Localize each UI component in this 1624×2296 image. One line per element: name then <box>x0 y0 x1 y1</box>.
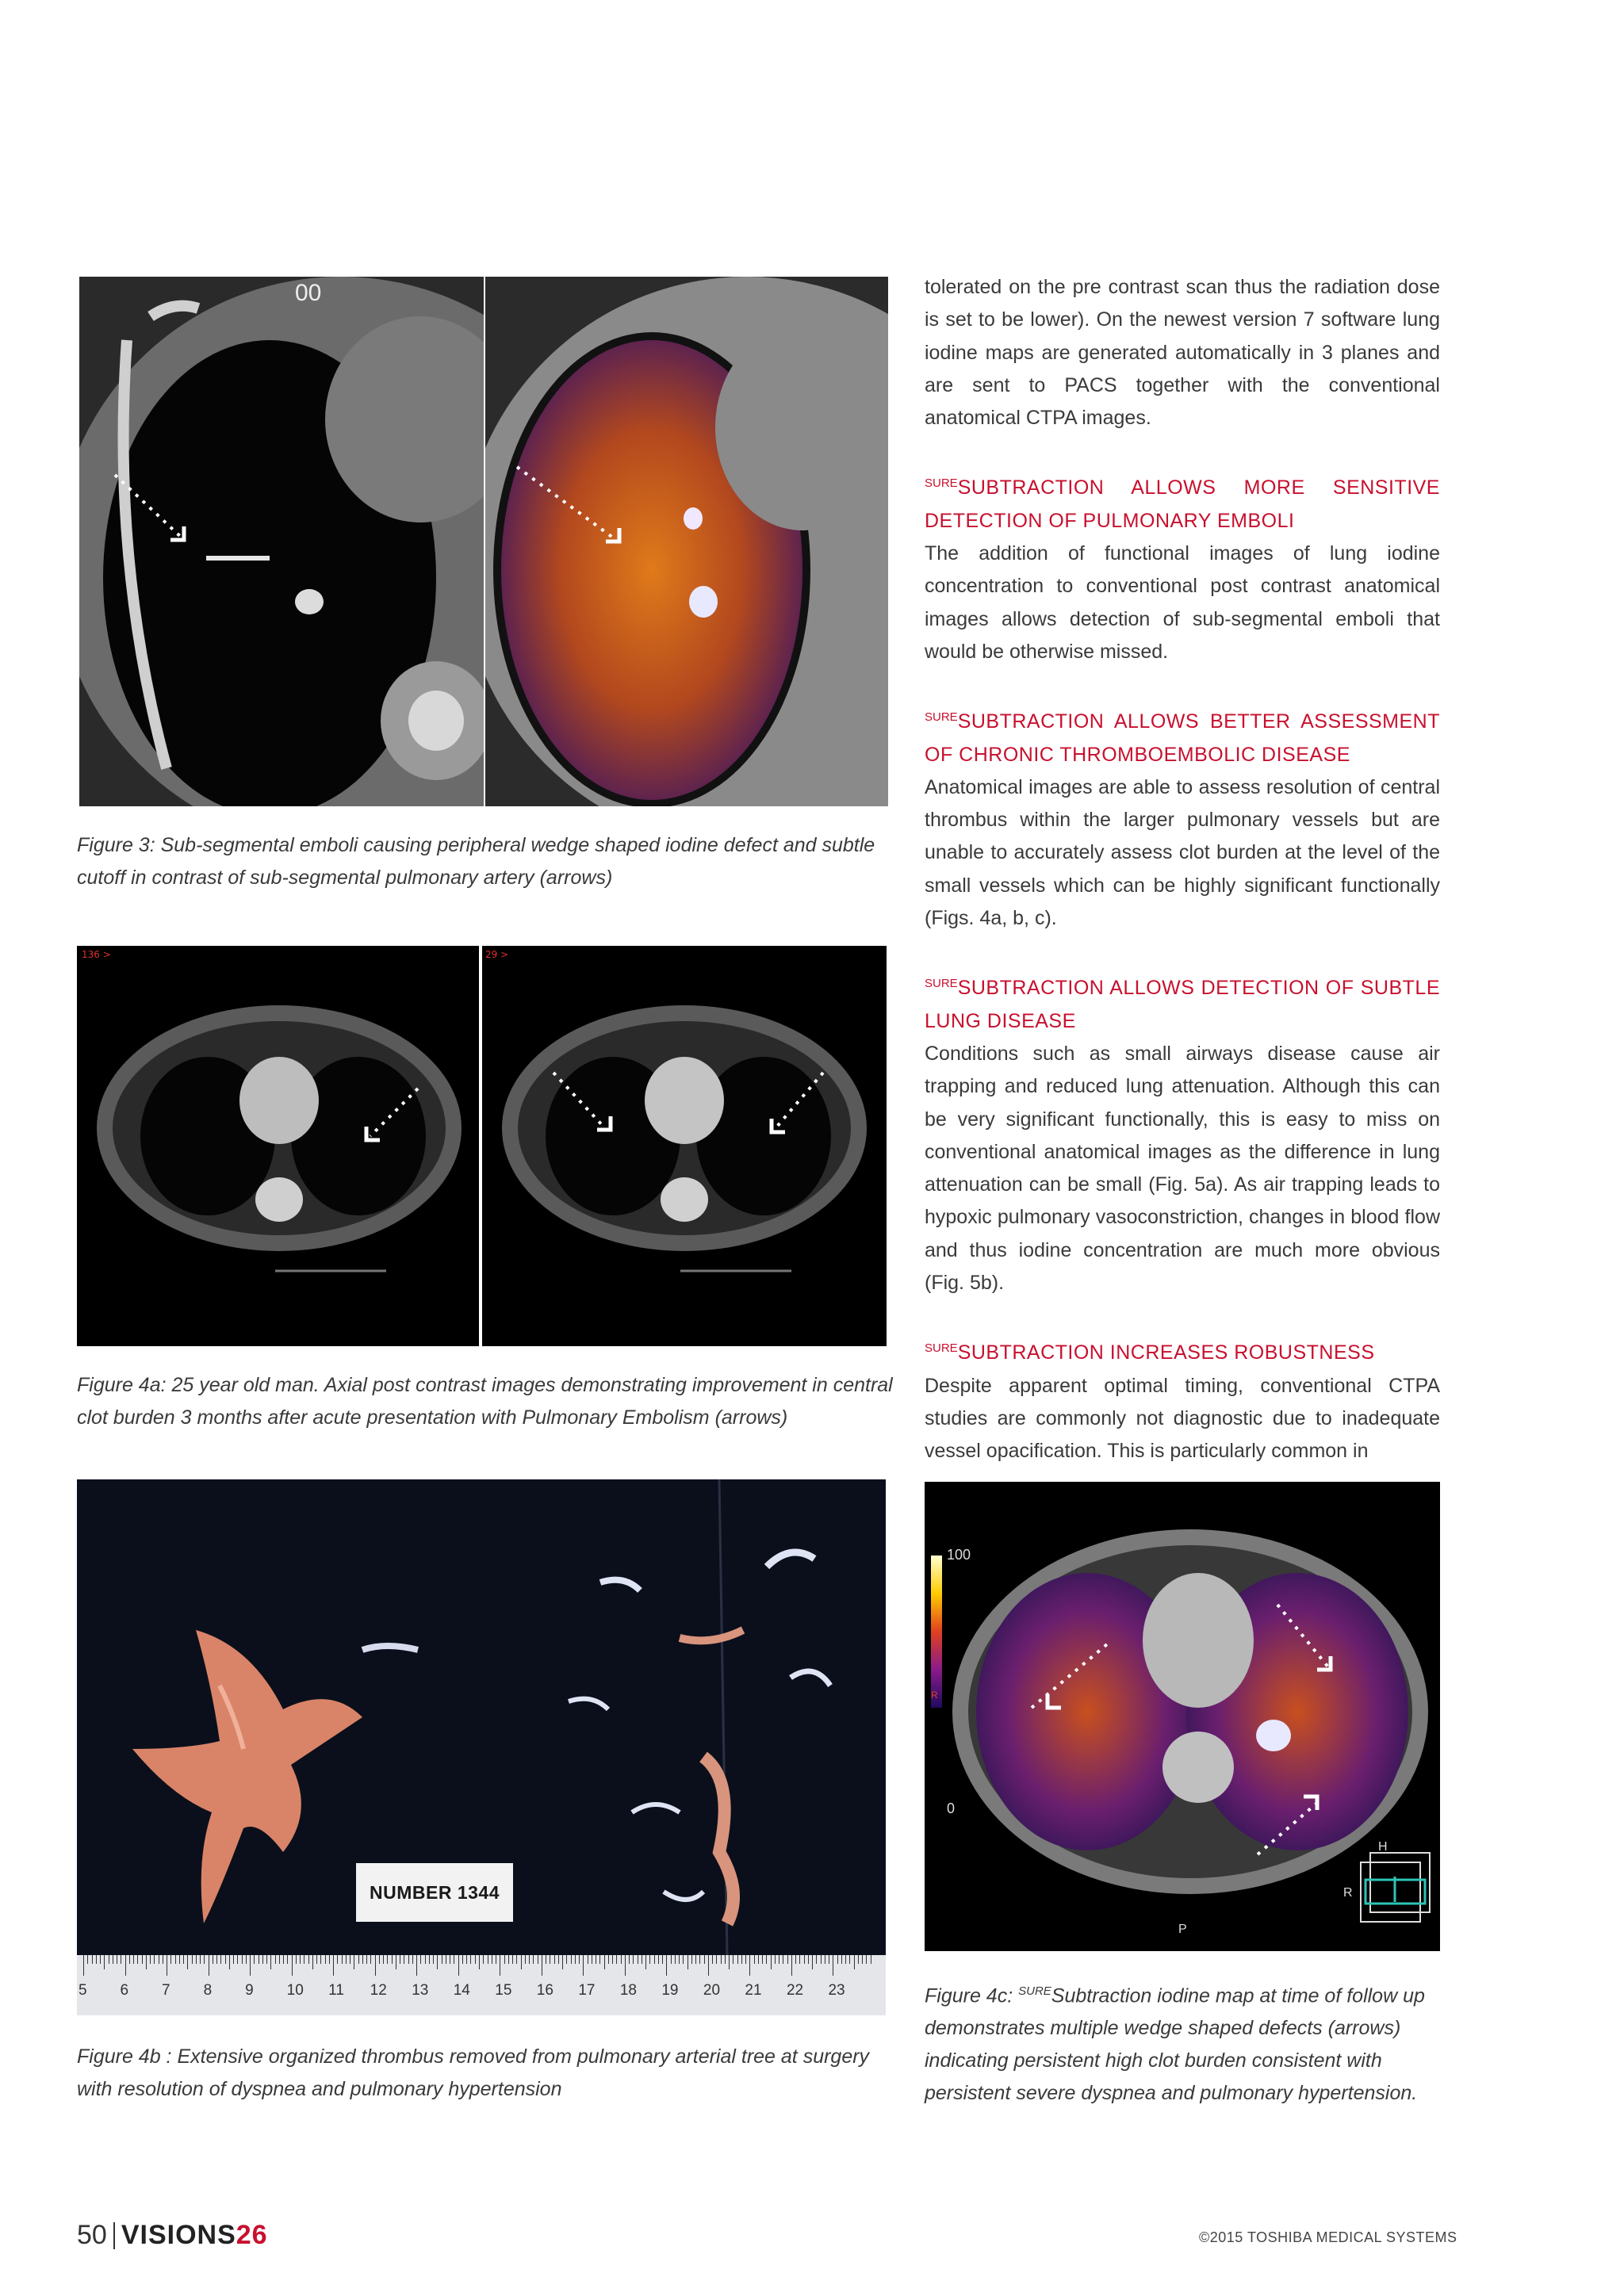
ruler-tick <box>83 1955 84 1976</box>
ruler-tick <box>320 1955 321 1964</box>
ruler-number: 12 <box>370 1982 387 1999</box>
ruler-tick <box>100 1955 101 1964</box>
ruler-tick <box>504 1955 505 1964</box>
ruler-tick <box>479 1955 480 1969</box>
ruler-tick <box>599 1955 600 1964</box>
ruler-tick <box>666 1955 667 1976</box>
ruler-tick <box>325 1955 326 1964</box>
ruler-tick <box>283 1955 284 1964</box>
ruler-tick <box>658 1955 659 1964</box>
figure-4c-caption-text: Subtraction iodine map at time of follow up demonstrates multiple wedge shaped defects (arrows) indicating persistent high clot burden consistent with persistent severe dyspnea and pulmonary hypertension. <box>925 1984 1425 2105</box>
ruler-tick <box>316 1955 317 1964</box>
ruler-number: 11 <box>328 1982 344 1999</box>
section-3 <box>925 967 1440 1299</box>
ruler-tick <box>787 1955 788 1964</box>
ruler-tick <box>392 1955 393 1964</box>
ruler-tick <box>358 1955 359 1964</box>
ruler-tick <box>699 1955 700 1964</box>
figure-4c-caption-sup: SURE <box>1018 1984 1051 1998</box>
ruler-tick <box>704 1955 705 1964</box>
ruler-tick <box>375 1955 376 1976</box>
figure-3-iodine-map <box>485 277 888 806</box>
ruler-tick <box>604 1955 605 1969</box>
ruler-tick <box>625 1955 626 1976</box>
ruler-tick <box>812 1955 813 1969</box>
section-3-heading <box>925 967 1440 1038</box>
ruler-tick <box>279 1955 280 1964</box>
ruler-tick <box>175 1955 176 1964</box>
ruler-tick <box>333 1955 334 1976</box>
ruler-tick <box>420 1955 421 1964</box>
ruler-number: 18 <box>619 1982 637 1999</box>
section-1-heading-text: SUBTRACTION ALLOWS MORE SENSITIVE DETECTION OF PULMONARY EMBOLI <box>925 476 1440 532</box>
footer-page-brand <box>77 2220 268 2251</box>
ruler-number: 13 <box>412 1982 429 1999</box>
ruler-tick <box>229 1955 230 1969</box>
ruler-tick <box>804 1955 805 1964</box>
ruler-tick <box>470 1955 471 1964</box>
section-4-heading <box>925 1332 1440 1369</box>
ruler-tick <box>691 1955 692 1964</box>
ruler-tick <box>254 1955 255 1964</box>
figure-4c-caption <box>925 1975 1448 2110</box>
ruler <box>77 1955 886 2015</box>
ruler-tick <box>621 1955 622 1964</box>
ruler-tick <box>775 1955 776 1964</box>
ruler-tick <box>433 1955 434 1964</box>
ruler-tick <box>616 1955 617 1964</box>
ruler-tick <box>425 1955 426 1964</box>
ruler-number: 23 <box>828 1982 845 1999</box>
ruler-tick <box>262 1955 263 1964</box>
ruler-tick <box>745 1955 746 1964</box>
ruler-tick <box>412 1955 413 1964</box>
ruler-tick <box>571 1955 572 1964</box>
figure-4a-caption: Figure 4a: 25 year old man. Axial post contrast images demonstrating improvement in central clot burden 3 months after acute presentation with Pulmonary Embolism (arrows) <box>77 1374 893 1429</box>
ruler-number: 16 <box>536 1982 553 1999</box>
ruler-tick <box>296 1955 297 1964</box>
ruler-tick <box>808 1955 809 1964</box>
figure-4b-caption: Figure 4b : Extensive organized thrombus removed from pulmonary arterial tree at surgery with resolution of dyspnea and pulmonary hypertension <box>77 2045 870 2100</box>
ruler-tick <box>671 1955 672 1964</box>
ruler-tick <box>437 1955 438 1969</box>
ruler-number: 6 <box>120 1982 129 1999</box>
footer-copyright: ©2015 TOSHIBA MEDICAL SYSTEMS <box>1199 2229 1457 2245</box>
ruler-tick <box>246 1955 247 1964</box>
section-1 <box>925 467 1440 668</box>
orientation-p-label: P <box>1178 1923 1187 1936</box>
ruler-tick <box>849 1955 850 1964</box>
ruler-tick <box>866 1955 867 1964</box>
scale-min-label: 0 <box>947 1800 956 1816</box>
ruler-tick <box>379 1955 380 1964</box>
ruler-tick <box>187 1955 188 1969</box>
section-3-heading-sup: SURE <box>925 977 958 991</box>
ruler-tick <box>721 1955 722 1964</box>
ruler-number: 17 <box>578 1982 596 1999</box>
ruler-tick <box>196 1955 197 1964</box>
ruler-tick <box>521 1955 522 1969</box>
ruler-tick <box>408 1955 409 1964</box>
ruler-tick <box>758 1955 759 1964</box>
ruler-tick <box>250 1955 251 1976</box>
ruler-tick <box>575 1955 576 1964</box>
ruler-tick <box>362 1955 363 1964</box>
ruler-tick <box>837 1955 838 1964</box>
ruler-tick <box>225 1955 226 1964</box>
ruler-tick <box>612 1955 613 1964</box>
figure-3-ct-image <box>79 277 484 806</box>
ruler-tick <box>133 1955 134 1964</box>
section-2 <box>925 701 1440 935</box>
figure-3-overlay-text: 00 <box>295 280 322 306</box>
ruler-tick <box>529 1955 530 1964</box>
ruler-tick <box>862 1955 863 1964</box>
ruler-tick <box>146 1955 147 1969</box>
ruler-tick <box>216 1955 217 1964</box>
ruler-tick <box>387 1955 388 1964</box>
ruler-number: 9 <box>245 1982 254 1999</box>
ruler-tick <box>841 1955 842 1964</box>
section-2-heading <box>925 701 1440 771</box>
ruler-tick <box>342 1955 343 1964</box>
ruler-tick <box>766 1955 767 1964</box>
ruler-tick <box>845 1955 846 1964</box>
ruler-tick <box>679 1955 680 1964</box>
ruler-tick <box>183 1955 184 1964</box>
ruler-tick <box>458 1955 459 1976</box>
orientation-h-label: H <box>1378 1840 1388 1854</box>
section-4-body: Despite apparent optimal timing, conventional CTPA studies are commonly not diagnostic due to inadequate vessel opacification. This is particularly common in <box>925 1374 1440 1463</box>
ruler-tick <box>475 1955 476 1964</box>
intro-paragraph: tolerated on the pre contrast scan thus the radiation dose is set to be lower). On the newest version 7 software lung iodine maps are generated automatically in 3 planes and are sent to PACS together with the conventional anatomical CTPA images. <box>925 276 1440 430</box>
ruler-tick <box>795 1955 796 1964</box>
ruler-tick <box>170 1955 171 1964</box>
ruler-tick <box>270 1955 271 1969</box>
ruler-tick <box>104 1955 105 1969</box>
ruler-tick <box>771 1955 772 1969</box>
ruler-tick <box>675 1955 676 1964</box>
ruler-tick <box>633 1955 634 1964</box>
ruler-tick <box>695 1955 696 1964</box>
ruler-tick <box>383 1955 384 1964</box>
ruler-tick <box>858 1955 859 1964</box>
ruler-tick <box>821 1955 822 1964</box>
section-1-heading-sup: SURE <box>925 476 958 491</box>
ruler-tick <box>566 1955 567 1964</box>
ruler-number: 20 <box>703 1982 721 1999</box>
section-4-heading-text: SUBTRACTION INCREASES ROBUSTNESS <box>957 1341 1375 1364</box>
ruler-number: 22 <box>786 1982 804 1999</box>
ruler-tick <box>287 1955 288 1964</box>
ruler-tick <box>87 1955 88 1964</box>
section-2-heading-text: SUBTRACTION ALLOWS BETTER ASSESSMENT OF CHRONIC THROMBOEMBOLIC DISEASE <box>925 710 1440 766</box>
section-1-heading <box>925 467 1440 538</box>
ruler-number: 7 <box>162 1982 170 1999</box>
ruler-tick <box>716 1955 717 1964</box>
ruler-number: 19 <box>661 1982 679 1999</box>
ruler-tick <box>92 1955 93 1964</box>
ruler-tick <box>791 1955 792 1976</box>
figure-4c-iodine-map <box>925 1482 1440 1951</box>
ruler-tick <box>562 1955 563 1969</box>
ruler-tick <box>233 1955 234 1964</box>
ruler-tick <box>749 1955 750 1976</box>
figure-4c-caption-prefix: Figure 4c: <box>925 1984 1019 2007</box>
ruler-number: 21 <box>745 1982 762 1999</box>
figure-4a-image-left <box>77 946 479 1346</box>
specimen-label-card <box>356 1863 513 1922</box>
ruler-tick <box>192 1955 193 1964</box>
ruler-tick <box>654 1955 655 1964</box>
ruler-numbers <box>77 1982 886 2006</box>
ruler-tick <box>629 1955 630 1964</box>
figure-3-caption: Figure 3: Sub-segmental emboli causing peripheral wedge shaped iodine defect and subtle cutoff in contrast of sub-segmental pulmonary artery (arrows) <box>77 834 875 889</box>
ruler-tick <box>466 1955 467 1964</box>
ruler-tick <box>579 1955 580 1964</box>
ruler-tick <box>512 1955 513 1964</box>
ruler-tick <box>525 1955 526 1964</box>
ruler-tick <box>708 1955 709 1976</box>
ruler-tick <box>649 1955 650 1964</box>
ruler-tick <box>725 1955 726 1964</box>
ruler-tick <box>483 1955 484 1964</box>
ruler-tick <box>583 1955 584 1976</box>
figure-4a-right-label: 29 > <box>485 949 509 960</box>
orientation-r-label: R <box>1343 1886 1353 1900</box>
ruler-tick <box>179 1955 180 1964</box>
footer-brand-number: 26 <box>236 2220 268 2250</box>
ruler-tick <box>366 1955 367 1964</box>
ruler-tick <box>608 1955 609 1964</box>
ruler-tick <box>96 1955 97 1964</box>
ruler-tick <box>854 1955 855 1969</box>
ruler-tick <box>645 1955 646 1969</box>
figure-4a-image-right <box>482 946 887 1346</box>
ruler-tick <box>729 1955 730 1969</box>
ruler-tick <box>462 1955 463 1964</box>
scale-max-label: 100 <box>947 1547 971 1563</box>
ruler-tick <box>266 1955 267 1964</box>
ruler-tick <box>200 1955 201 1964</box>
figure-4a-left-label: 136 > <box>82 949 111 960</box>
ruler-tick <box>712 1955 713 1964</box>
section-4 <box>925 1332 1440 1468</box>
ruler-tick <box>150 1955 151 1964</box>
ruler-number: 15 <box>495 1982 512 1999</box>
footer-brand-text: VISIONS <box>121 2220 236 2250</box>
right-text-column <box>925 271 1440 1468</box>
section-3-body: Conditions such as small airways disease cause air trapping and reduced lung attenuation. Although this can be very significant functionally, this is easy to miss on conventional anatomical images as the difference in lung attenuation can be small (Fig. 5a). As air trapping leads to hypoxic pulmonary vasoconstriction, changes in blood flow and thus iodine concentration are much more obvious (Fig. 5b). <box>925 1042 1440 1295</box>
ruler-number: 5 <box>79 1982 87 1999</box>
ruler-number: 8 <box>203 1982 213 1999</box>
page-number: 50 <box>77 2220 107 2250</box>
ruler-tick <box>816 1955 817 1964</box>
ruler-tick <box>762 1955 763 1964</box>
ruler-tick <box>516 1955 517 1964</box>
ruler-tick <box>142 1955 143 1964</box>
ruler-tick <box>741 1955 742 1964</box>
ruler-tick <box>346 1955 347 1964</box>
ruler-tick <box>312 1955 313 1969</box>
ruler-tick <box>275 1955 276 1964</box>
section-2-body: Anatomical images are able to assess resolution of central thrombus within the larger pulmonary vessels but are unable to accurately assess clot burden at the level of the small vessels which can be highly significant functionally (Figs. 4a, b, c). <box>925 775 1440 930</box>
ruler-tick <box>292 1955 293 1976</box>
figure-4b-specimen-photo <box>77 1479 886 2015</box>
ruler-tick <box>754 1955 755 1964</box>
ruler-tick <box>370 1955 371 1964</box>
ruler-tick <box>662 1955 663 1964</box>
ruler-tick <box>220 1955 221 1964</box>
ruler-number: 14 <box>453 1982 470 1999</box>
ruler-tick <box>737 1955 738 1964</box>
ruler-tick <box>308 1955 309 1964</box>
footer-divider <box>113 2222 115 2249</box>
ruler-tick <box>300 1955 301 1964</box>
ruler-tick <box>799 1955 800 1964</box>
ruler-tick <box>683 1955 684 1964</box>
scale-mid-label: R <box>931 1689 938 1701</box>
section-2-heading-sup: SURE <box>925 710 958 725</box>
ruler-tick <box>533 1955 534 1964</box>
footer-brand <box>121 2220 268 2251</box>
ruler-number: 10 <box>286 1982 304 1999</box>
ruler-tick <box>508 1955 509 1964</box>
ruler-ticks <box>77 1955 886 1979</box>
ruler-tick <box>242 1955 243 1964</box>
ruler-tick <box>554 1955 555 1964</box>
ruler-tick <box>429 1955 430 1964</box>
ruler-tick <box>416 1955 417 1976</box>
ruler-tick <box>137 1955 138 1964</box>
ruler-tick <box>337 1955 338 1964</box>
ruler-tick <box>237 1955 238 1964</box>
specimen-label-text: NUMBER 1344 <box>370 1881 500 1903</box>
ruler-tick <box>329 1955 330 1964</box>
ruler-tick <box>154 1955 155 1964</box>
ruler-tick <box>558 1955 559 1964</box>
section-4-heading-sup: SURE <box>925 1341 958 1356</box>
section-1-body: The addition of functional images of lung iodine concentration to conventional post contrast anatomical images allows detection of sub-segmental emboli that would be otherwise missed. <box>925 542 1440 663</box>
ruler-tick <box>125 1955 126 1976</box>
ruler-tick <box>204 1955 205 1964</box>
ruler-tick <box>129 1955 130 1964</box>
section-3-heading-text: SUBTRACTION ALLOWS DETECTION OF SUBTLE LUNG DISEASE <box>925 977 1440 1032</box>
